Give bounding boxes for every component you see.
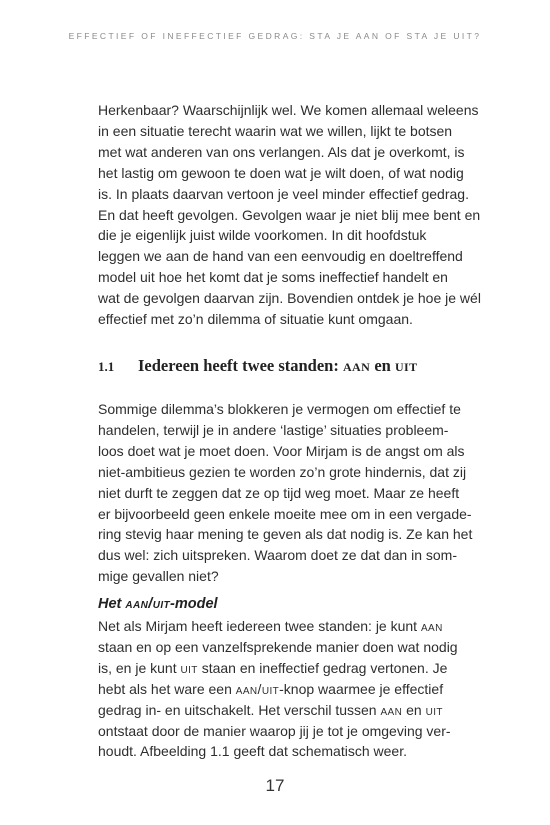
model-text: gedrag in- en uitschakelt. Het verschil tussen xyxy=(98,701,381,718)
model-uit: uit xyxy=(180,659,198,676)
intro-line: leggen we aan de hand van een eenvoudig en doeltreffend xyxy=(98,248,463,265)
section-title: Iedereen heeft twee standen: xyxy=(138,356,343,375)
model-text: hebt als het ware een xyxy=(98,680,236,697)
model-text: en xyxy=(402,701,426,718)
section-line: dus wel: zich uitspreken. Waarom doet ze dat dan in som- xyxy=(98,547,457,564)
model-line: ontstaat door de manier waarop jij je tot je omgeving ver- xyxy=(98,722,451,739)
section-line: niet durft te zeggen dat ze op tijd weg moet. Maar ze heeft xyxy=(98,484,460,501)
intro-paragraph xyxy=(98,100,481,330)
section-line: ring stevig haar mening te geven als dat nodig is. Ze kan het xyxy=(98,526,473,543)
section-title-aan: aan xyxy=(342,356,371,375)
model-paragraph xyxy=(98,616,460,762)
model-line: staan en op een vanzelfsprekende manier doen wat nodig xyxy=(98,638,458,655)
model-aanuit: aan/uit xyxy=(235,680,280,697)
section-paragraph xyxy=(98,399,473,587)
model-text: -knop waarmee je effectief xyxy=(279,680,444,697)
model-text: is, en je kunt xyxy=(98,659,181,676)
section-title-en: en xyxy=(370,356,395,375)
running-head: EFFECTIEF OF INEFFECTIEF GEDRAG: STA JE AAN OF STA JE UIT? xyxy=(68,31,482,41)
section-heading xyxy=(98,356,478,376)
intro-line: En dat heeft gevolgen. Gevolgen waar je niet blij mee bent en xyxy=(98,206,481,223)
model-text: staan en ineffectief gedrag vertonen. Je xyxy=(197,659,448,676)
intro-line: in een situatie terecht waarin wat we willen, lijkt te botsen xyxy=(98,122,453,139)
model-line: houdt. Afbeelding 1.1 geeft dat schematisch weer. xyxy=(98,743,407,760)
subsection-heading xyxy=(98,596,218,612)
model-line xyxy=(98,658,460,679)
intro-line: wat de gevolgen daarvan zijn. Bovendien ontdek je hoe je wél xyxy=(98,290,481,307)
section-line: loos doet wat je moet doen. Voor Mirjam is de angst om als xyxy=(98,442,465,459)
model-aan: aan xyxy=(380,701,403,718)
intro-line: Herkenbaar? Waarschijnlijk wel. We komen allemaal weleens xyxy=(98,102,479,118)
model-text: Net als Mirjam heeft iedereen twee standen: je kunt xyxy=(98,618,421,634)
intro-line: het lastig om gewoon te doen wat je wilt doen, of wat nodig xyxy=(98,164,464,181)
section-line: er bijvoorbeeld geen enkele moeite mee om in een vergade- xyxy=(98,505,472,522)
intro-line: model uit hoe het komt dat je soms ineffectief handelt en xyxy=(98,269,448,286)
section-line: niet-ambitieus gezien te worden zo’n grote hindernis, dat zij xyxy=(98,463,467,480)
model-line xyxy=(98,679,460,700)
model-line xyxy=(98,700,460,721)
section-line: mige gevallen niet? xyxy=(98,568,219,585)
model-aan: aan xyxy=(420,618,443,634)
intro-line: effectief met zo’n dilemma of situatie kunt omgaan. xyxy=(98,311,413,328)
page-number: 17 xyxy=(265,776,285,795)
intro-line: is. In plaats daarvan vertoon je veel minder effectief gedrag. xyxy=(98,185,469,202)
intro-line: met wat anderen van ons verlangen. Als dat je overkomt, is xyxy=(98,143,465,160)
section-title-uit: uit xyxy=(394,356,418,375)
subsection-aanuit: aan/uit xyxy=(125,596,171,612)
intro-line: die je eigenlijk juist wilde voorkomen. In dit hoofdstuk xyxy=(98,227,427,244)
subsection-het: Het xyxy=(98,596,126,612)
model-line xyxy=(98,616,460,637)
section-line: handelen, terwijl je in andere ‘lastige’ situaties probleem- xyxy=(98,421,449,438)
subsection-model: -model xyxy=(170,596,218,612)
model-uit: uit xyxy=(425,701,443,718)
section-number: 1.1 xyxy=(98,359,115,374)
section-line: Sommige dilemma’s blokkeren je vermogen om effectief te xyxy=(98,401,461,417)
